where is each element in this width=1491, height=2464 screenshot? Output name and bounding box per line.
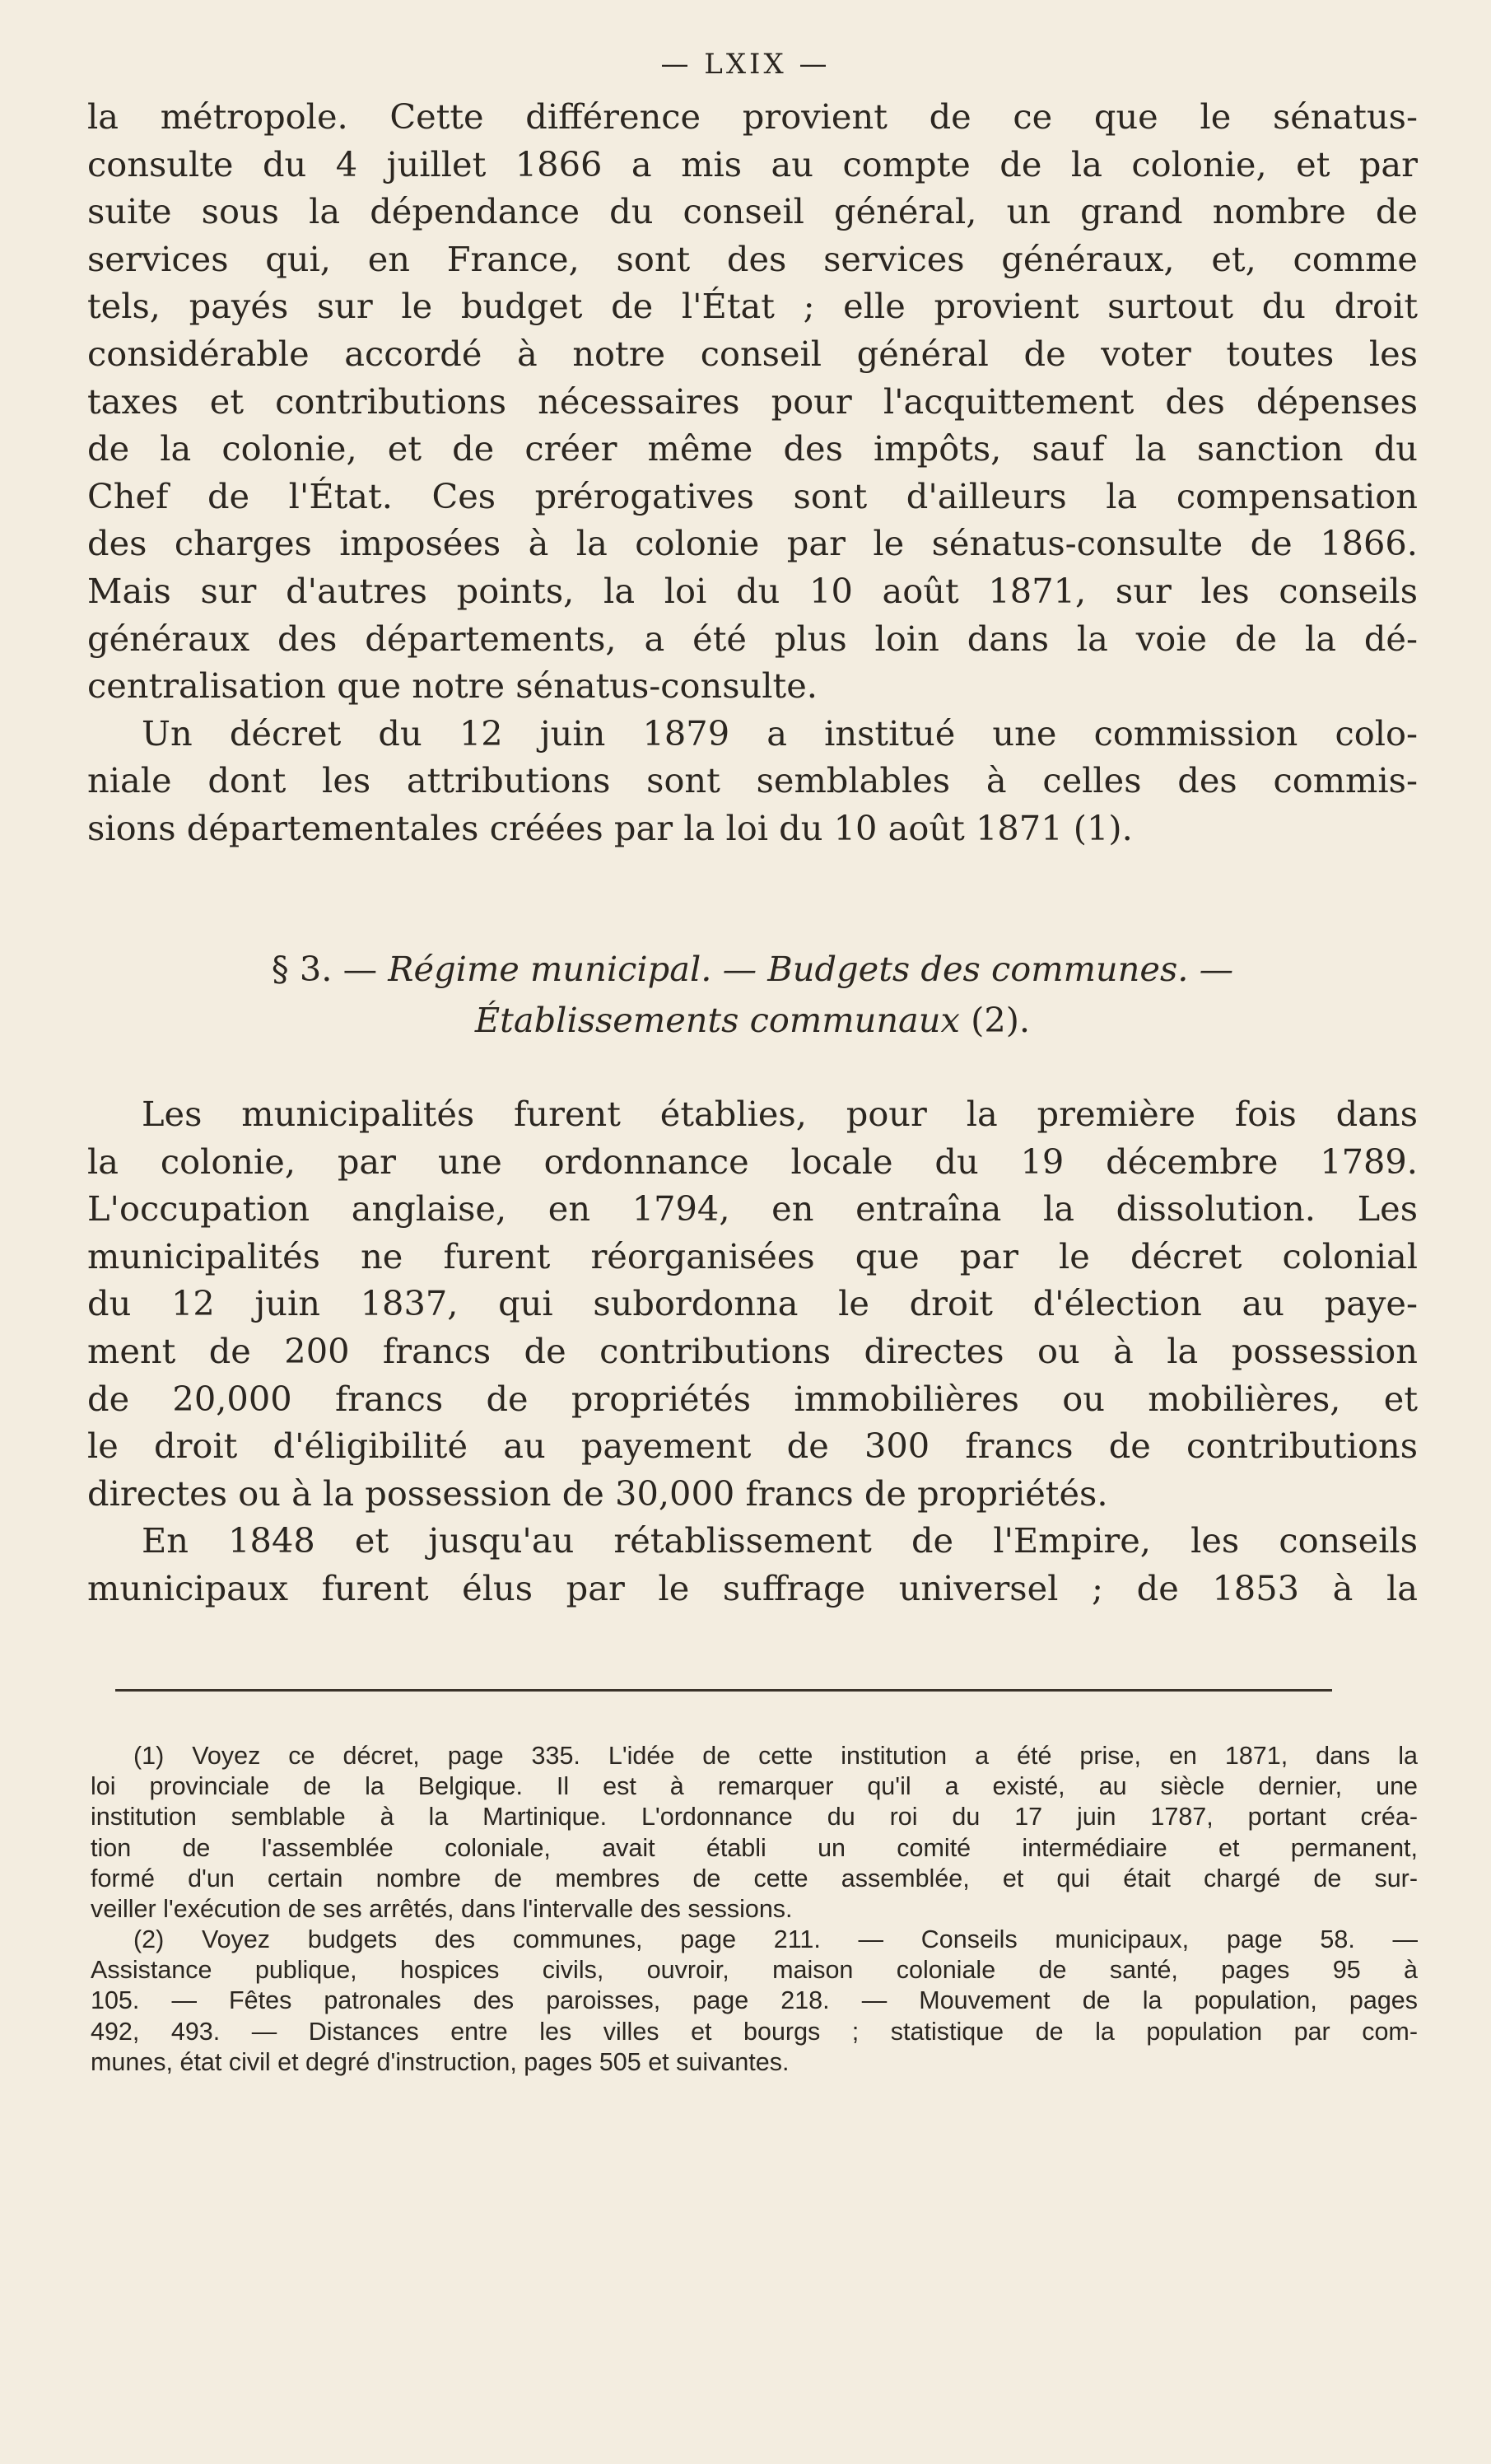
heading-line	[87, 944, 1418, 995]
text-line: centralisation que notre sénatus-consulte.	[87, 665, 818, 707]
text-line: considérable accordé à notre conseil général de voter toutes les	[87, 333, 1418, 374]
text-line: ment de 200 francs de contributions directes ou à la possession	[87, 1330, 1418, 1371]
footnote-separator	[115, 1689, 1332, 1692]
text-line: Un décret du 12 juin 1879 a institué une commission colo-	[142, 712, 1418, 754]
text-line: des charges imposées à la colonie par le sénatus-consulte de 1866.	[87, 523, 1418, 564]
footnote-1	[91, 1741, 1418, 1925]
text-line: services qui, en France, sont des services généraux, et, comme	[87, 238, 1418, 279]
footnote-line: tion de l'assemblée coloniale, avait établi un comité intermédiaire et permanent,	[91, 1833, 1418, 1862]
text-line: consulte du 4 juillet 1866 a mis au compte de la colonie, et par	[87, 143, 1418, 184]
text-line: le droit d'éligibilité au payement de 300 francs de contributions	[87, 1426, 1418, 1467]
text-line: de 20,000 francs de propriétés immobilières ou mobilières, et	[87, 1378, 1418, 1419]
text-line: municipalités ne furent réorganisées que par le décret colonial	[87, 1235, 1418, 1276]
text-line: tels, payés sur le budget de l'État ; elle provient surtout du droit	[87, 286, 1418, 327]
text-line: suite sous la dépendance du conseil général, un grand nombre de	[87, 191, 1418, 232]
text-line: municipaux furent élus par le suffrage universel ; de 1853 à la	[87, 1567, 1418, 1608]
text-line: niale dont les attributions sont semblables à celles des commis-	[87, 760, 1418, 801]
text-line: de la colonie, et de créer même des impôts, sauf la sanction du	[87, 428, 1418, 469]
footnote-line: institution semblable à la Martinique. L'ordonnance du roi du 17 juin 1787, portant créa-	[91, 1803, 1418, 1832]
page-number-header: — LXIX —	[660, 48, 831, 81]
footnote-line: Assistance publique, hospices civils, ouvroir, maison coloniale de santé, pages 95 à	[91, 1956, 1418, 1985]
footnote-line: munes, état civil et degré d'instruction, pages 505 et suivantes.	[91, 2047, 790, 2076]
heading-title-text: Régime municipal. — Budgets des communes. —	[388, 949, 1234, 989]
footnote-line: (1) Voyez ce décret, page 335. L'idée de cette institution a été prise, en 1871, dans la	[133, 1742, 1418, 1770]
heading-title-text: Établissements communaux	[474, 1000, 960, 1040]
paragraph-municipal-history	[87, 1090, 1418, 1612]
footnote-line: loi provinciale de la Belgique. Il est à remarquer qu'il a existé, au siècle dernier, une	[91, 1772, 1418, 1801]
footnote-line: formé d'un certain nombre de membres de cette assemblée, et qui était chargé de sur-	[91, 1864, 1418, 1892]
text-line: En 1848 et jusqu'au rétablissement de l'Empire, les conseils	[142, 1520, 1418, 1561]
footnote-line: 105. — Fêtes patronales des paroisses, page 218. — Mouvement de la population, pages	[91, 1986, 1418, 2015]
footnote-line: veiller l'exécution de ses arrêtés, dans l'intervalle des sessions.	[91, 1894, 793, 1923]
text-line: généraux des départements, a été plus loin dans la voie de la dé-	[87, 618, 1418, 659]
text-line: directes ou à la possession de 30,000 francs de propriétés.	[87, 1472, 1108, 1514]
heading-line	[87, 995, 1418, 1046]
text-line: sions départementales créées par la loi du 10 août 1871 (1).	[87, 807, 1133, 848]
text-line: taxes et contributions nécessaires pour l'acquittement des dépenses	[87, 380, 1418, 422]
text-line: L'occupation anglaise, en 1794, en entraîna la dissolution. Les	[87, 1188, 1418, 1230]
text-line: la métropole. Cette différence provient de ce que le sénatus-	[87, 96, 1418, 137]
text-line: Les municipalités furent établies, pour la première fois dans	[142, 1094, 1418, 1134]
section-heading	[87, 944, 1418, 1046]
paragraph-budget-prerogatives	[87, 93, 1418, 852]
text-line: du 12 juin 1837, qui subordonna le droit d'élection au paye-	[87, 1283, 1418, 1324]
heading-section-number: § 3. —	[271, 949, 389, 989]
footnote-line: 492, 493. — Distances entre les villes et bourgs ; statistique de la population par com-	[91, 2017, 1418, 2046]
text-line: la colonie, par une ordonnance locale du 19 décembre 1789.	[87, 1141, 1418, 1182]
footnote-line: (2) Voyez budgets des communes, page 211. — Conseils municipaux, page 58. —	[133, 1925, 1418, 1953]
text-line: Mais sur d'autres points, la loi du 10 août 1871, sur les conseils	[87, 570, 1418, 611]
text-line: Chef de l'État. Ces prérogatives sont d'ailleurs la compensation	[87, 475, 1418, 516]
footnote-2	[91, 1925, 1418, 2078]
footnote-reference: (2).	[959, 1000, 1031, 1040]
